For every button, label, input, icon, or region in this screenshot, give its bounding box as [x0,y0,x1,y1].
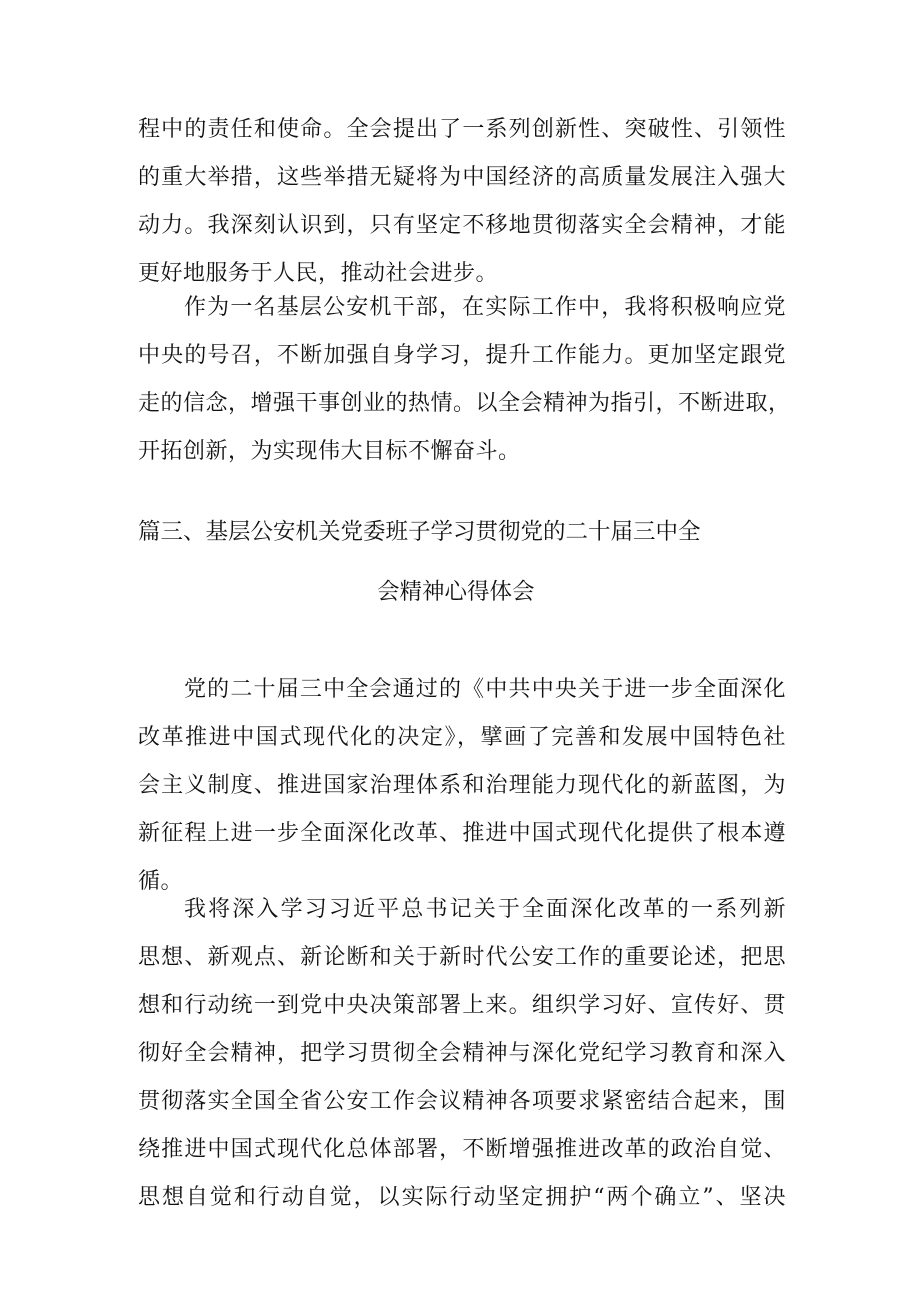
paragraph-1-line: 动力。我深刻认识到，只有坚定不移地贯彻落实全会精神，才能 [138,213,786,238]
paragraph-4 [138,886,786,1222]
paragraph-2-line: 作为一名基层公安机干部，在实际工作中，我将积极响应党 [184,295,786,320]
paragraph-4-line: 我将深入学习习近平总书记关于全面深化改革的一系列新 [184,897,786,922]
paragraph-4-line: 贯彻落实全国全省公安工作会议精神各项要求紧密结合起来，围 [138,1089,786,1114]
paragraph-2-line: 中央的号召，不断加强自身学习，提升工作能力。更加坚定跟党 [138,343,786,368]
paragraph-2-line: 走的信念，增强干事创业的热情。以全会精神为指引，不断进取， [138,391,791,416]
paragraph-3-line: 新征程上进一步全面深化改革、推进中国式现代化提供了根本遵 [138,821,786,846]
paragraph-4-line: 思想、新观点、新论断和关于新时代公安工作的重要论述，把思 [138,945,786,970]
section-heading-line-2: 会精神心得体会 [377,579,535,605]
paragraph-4-line: 彻好全会精神，把学习贯彻全会精神与深化党纪学习教育和深入 [138,1041,786,1066]
paragraph-1-line: 更好地服务于人民，推动社会进步。 [138,261,499,286]
paragraph-2 [138,284,791,476]
paragraph-1 [138,106,786,298]
paragraph-2-line: 开拓创新，为实现伟大目标不懈奋斗。 [138,439,521,464]
paragraph-1-line: 程中的责任和使命。全会提出了一系列创新性、突破性、引领性 [138,117,786,142]
paragraph-3-line: 循。 [138,869,184,894]
paragraph-4-line: 想和行动统一到党中央决策部署上来。组织学习好、宣传好、贯 [138,993,786,1018]
paragraph-3-line: 党的二十届三中全会通过的《中共中央关于进一步全面深化 [184,677,786,702]
paragraph-3 [138,666,786,906]
paragraph-4-line: 绕推进中国式现代化总体部署，不断增强推进改革的政治自觉、 [138,1137,786,1162]
section-heading-line-1: 篇三、基层公安机关党委班子学习贯彻党的二十届三中全 [138,519,701,545]
paragraph-3-line: 改革推进中国式现代化的决定》，擘画了完善和发展中国特色社 [138,725,786,750]
paragraph-3-line: 会主义制度、推进国家治理体系和治理能力现代化的新蓝图，为 [138,773,786,798]
paragraph-1-line: 的重大举措，这些举措无疑将为中国经济的高质量发展注入强大 [138,165,786,190]
paragraph-4-line: 思想自觉和行动自觉，以实际行动坚定拥护“两个确立”、坚决 [138,1185,786,1210]
